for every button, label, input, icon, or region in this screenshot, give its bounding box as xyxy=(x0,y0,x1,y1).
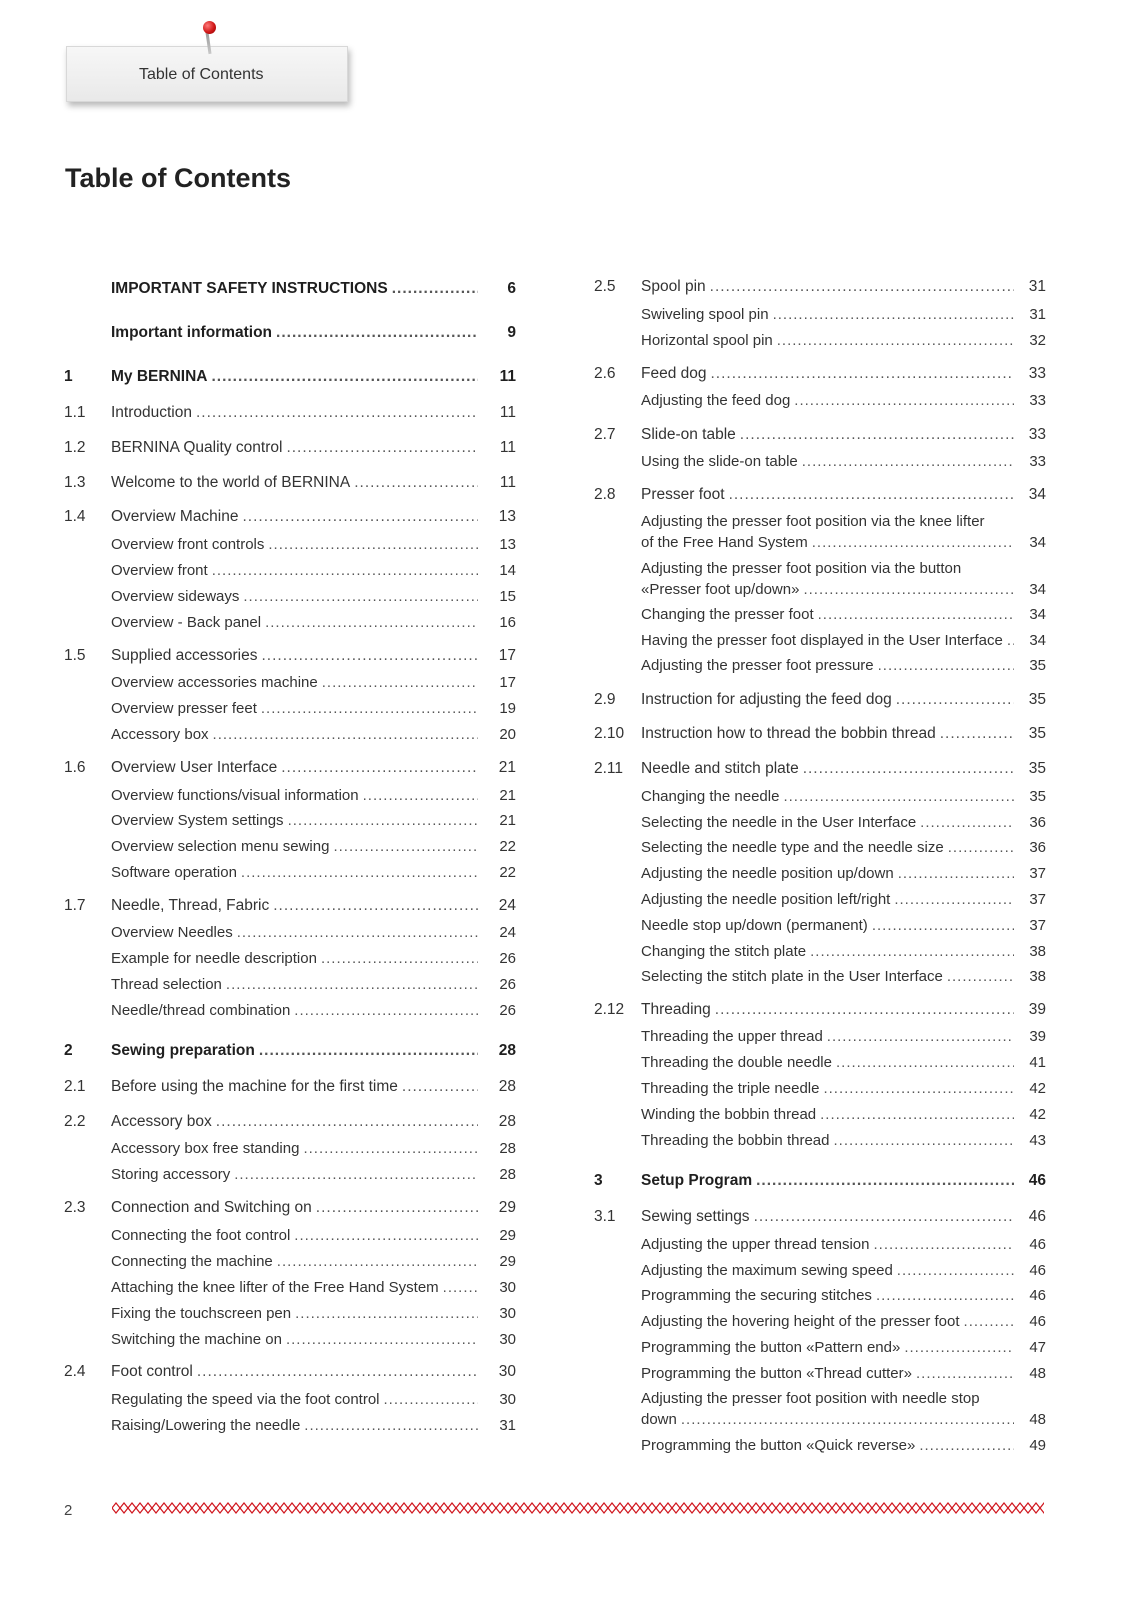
toc-entry[interactable] xyxy=(0,1106,1131,1128)
dot-leader xyxy=(904,1339,1014,1356)
dot-leader xyxy=(964,1313,1014,1330)
toc-entry-title: Adjusting the needle position left/right xyxy=(641,891,891,908)
toc-entry-page: 35 xyxy=(1028,760,1046,777)
toc-entry-title: Programming the securing stitches xyxy=(641,1287,872,1304)
toc-entry-page: 42 xyxy=(1029,1080,1046,1097)
toc-entry[interactable] xyxy=(0,486,1131,508)
toc-entry-page: 46 xyxy=(1028,1208,1046,1225)
toc-entry-title: Overview - Back panel xyxy=(111,614,262,631)
toc-entry-title: Example for needle description xyxy=(111,950,317,967)
dot-leader xyxy=(1007,632,1014,649)
toc-entry-page: 30 xyxy=(499,1331,516,1348)
toc-entry-title: Swiveling spool pin xyxy=(641,306,769,323)
toc-entry-number: 2.2 xyxy=(64,1113,86,1130)
toc-entry-title: BERNINA Quality control xyxy=(111,439,283,456)
toc-entry-page: 38 xyxy=(1029,968,1046,985)
dot-leader xyxy=(833,1132,1014,1149)
toc-entry-page: 19 xyxy=(499,700,516,717)
toc-entry-title: Overview accessories machine xyxy=(111,674,318,691)
toc-entry[interactable] xyxy=(0,1172,1131,1194)
toc-entry-title: Raising/Lowering the needle xyxy=(111,1417,301,1434)
dot-leader xyxy=(729,486,1014,504)
toc-entry-page: 33 xyxy=(1029,392,1046,409)
dot-leader xyxy=(803,581,1014,598)
toc-entry-title: Needle stop up/down (permanent) xyxy=(641,917,868,934)
toc-entry-page: 46 xyxy=(1029,1313,1046,1330)
toc-entry[interactable] xyxy=(0,560,1131,602)
header-tab xyxy=(66,46,348,102)
toc-entry[interactable] xyxy=(0,1313,1131,1335)
toc-entry-title: Overview front controls xyxy=(111,536,265,553)
dot-leader xyxy=(740,426,1014,444)
toc-entry-page: 47 xyxy=(1029,1339,1046,1356)
dot-leader xyxy=(777,332,1014,349)
toc-entry-page: 48 xyxy=(1029,1365,1046,1382)
toc-entry[interactable] xyxy=(0,632,1131,654)
toc-entry-page: 37 xyxy=(1029,891,1046,908)
toc-entry[interactable] xyxy=(0,839,1131,861)
toc-entry-title: Overview presser feet xyxy=(111,700,257,717)
toc-entry-number: 2.9 xyxy=(594,691,616,708)
toc-entry-title: Instruction how to thread the bobbin thread xyxy=(641,725,936,742)
toc-entry-title: Accessory box free standing xyxy=(111,1140,300,1157)
toc-entry-page: 46 xyxy=(1028,1172,1046,1189)
toc-entry-page: 30 xyxy=(499,1305,516,1322)
dot-leader xyxy=(823,1080,1014,1097)
toc-entry[interactable] xyxy=(0,691,1131,713)
toc-entry-number: 3.1 xyxy=(594,1208,616,1225)
toc-entry[interactable] xyxy=(0,760,1131,782)
toc-entry-title: Feed dog xyxy=(641,365,707,382)
toc-entry-title-line: Adjusting the presser foot position via the knee lifter xyxy=(641,513,985,530)
toc-entry[interactable] xyxy=(0,1390,1131,1432)
toc-entry[interactable] xyxy=(0,1054,1131,1076)
dot-leader xyxy=(876,1287,1014,1304)
toc-entry-number: 2 xyxy=(64,1042,73,1059)
toc-entry-title: Overview selection menu sewing xyxy=(111,838,330,855)
toc-entry-page: 6 xyxy=(507,280,516,297)
dot-leader xyxy=(818,606,1014,623)
toc-entry[interactable] xyxy=(0,1339,1131,1361)
toc-entry-page: 22 xyxy=(499,838,516,855)
toc-entry[interactable] xyxy=(0,1208,1131,1230)
toc-entry-title: Overview Needles xyxy=(111,924,233,941)
toc-entry-title: Adjusting the hovering height of the presser foot xyxy=(641,1313,960,1330)
dot-leader xyxy=(897,1262,1014,1279)
toc-entry-page: 34 xyxy=(1029,581,1046,598)
toc-entry-page: 26 xyxy=(499,976,516,993)
dot-leader xyxy=(874,1236,1015,1253)
toc-entry-title: Programming the button «Thread cutter» xyxy=(641,1365,912,1382)
toc-entry-title: Selecting the stitch plate in the User Interface xyxy=(641,968,943,985)
toc-entry-page: 32 xyxy=(1029,332,1046,349)
toc-entry-number: 1.2 xyxy=(64,439,86,456)
toc-entry-page: 17 xyxy=(498,647,516,664)
toc-entry[interactable] xyxy=(0,332,1131,354)
toc-entry[interactable] xyxy=(0,968,1131,990)
toc-entry-page: 35 xyxy=(1028,725,1046,742)
toc-entry[interactable] xyxy=(0,365,1131,387)
dot-leader xyxy=(948,839,1014,856)
toc-entry-page: 28 xyxy=(498,1042,516,1059)
toc-entry-title: Changing the needle xyxy=(641,788,780,805)
toc-entry-page: 24 xyxy=(498,897,516,914)
toc-entry-page: 33 xyxy=(1028,365,1046,382)
toc-entry-title: Adjusting the feed dog xyxy=(641,392,791,409)
toc-entry-page: 26 xyxy=(499,950,516,967)
dot-leader xyxy=(920,814,1014,831)
toc-entry-page: 29 xyxy=(499,1227,516,1244)
toc-entry-number: 1.1 xyxy=(64,404,86,421)
dot-leader xyxy=(773,306,1014,323)
dot-leader xyxy=(812,534,1014,551)
toc-entry-title: «Presser foot up/down» xyxy=(641,581,800,598)
toc-entry-number: 2.1 xyxy=(64,1078,86,1095)
toc-entry-title: Sewing preparation xyxy=(111,1042,255,1059)
toc-entry-number: 2.8 xyxy=(594,486,616,503)
toc-entry-title: Setup Program xyxy=(641,1172,753,1189)
toc-entry-title: Overview User Interface xyxy=(111,759,278,776)
toc-entry-title: IMPORTANT SAFETY INSTRUCTIONS xyxy=(111,280,388,297)
toc-entry-page: 24 xyxy=(499,924,516,941)
toc-entry[interactable] xyxy=(0,278,1131,300)
toc-entry-number: 1.5 xyxy=(64,647,86,664)
toc-entry-title: Accessory box xyxy=(111,1113,212,1130)
toc-entry[interactable] xyxy=(0,891,1131,913)
toc-entry-page: 26 xyxy=(499,1002,516,1019)
toc-entry-title: Supplied accessories xyxy=(111,647,258,664)
toc-entry-page: 29 xyxy=(498,1199,516,1216)
toc-entry-title: Spool pin xyxy=(641,278,706,295)
toc-entry-title: Threading xyxy=(641,1001,711,1018)
toc-entry-title: Overview front xyxy=(111,562,208,579)
toc-entry-title: Presser foot xyxy=(641,486,725,503)
toc-entry-title: Overview Machine xyxy=(111,508,239,525)
toc-entry-page: 35 xyxy=(1029,788,1046,805)
page-title: Table of Contents xyxy=(65,163,291,193)
toc-entry-page: 49 xyxy=(1029,1437,1046,1454)
toc-entry-title: Instruction for adjusting the feed dog xyxy=(641,691,892,708)
toc-entry[interactable] xyxy=(0,1437,1131,1459)
toc-entry-title: down xyxy=(641,1411,677,1428)
toc-entry-title: Welcome to the world of BERNINA xyxy=(111,474,351,491)
toc-entry[interactable] xyxy=(0,392,1131,414)
toc-entry-page: 36 xyxy=(1029,814,1046,831)
toc-entry-number: 2.11 xyxy=(594,760,624,777)
dot-leader xyxy=(919,1437,1014,1454)
dot-leader xyxy=(710,278,1014,296)
dot-leader xyxy=(756,1172,1014,1190)
toc-entry-title: Threading the double needle xyxy=(641,1054,832,1071)
toc-entry-title: Needle, Thread, Fabric xyxy=(111,897,270,914)
toc-entry-title: Needle and stitch plate xyxy=(641,760,799,777)
toc-entry-page: 46 xyxy=(1029,1262,1046,1279)
toc-entry-page: 31 xyxy=(1028,278,1046,295)
toc-entry[interactable] xyxy=(0,725,1131,747)
toc-entry-page: 11 xyxy=(499,474,516,491)
dot-leader xyxy=(878,657,1014,674)
toc-entry-page: 22 xyxy=(499,864,516,881)
dot-leader xyxy=(940,725,1014,743)
toc-entry-page: 38 xyxy=(1029,943,1046,960)
dot-leader xyxy=(896,691,1014,709)
toc-entry[interactable] xyxy=(0,865,1131,887)
toc-entry-page: 11 xyxy=(499,404,516,421)
dot-leader xyxy=(916,1365,1014,1382)
toc-entry-page: 29 xyxy=(499,1253,516,1270)
toc-entry-page: 43 xyxy=(1029,1132,1046,1149)
toc-entry-page: 35 xyxy=(1028,691,1046,708)
toc-entry[interactable] xyxy=(0,1236,1131,1258)
toc-entry-title: Connection and Switching on xyxy=(111,1199,312,1216)
toc-entry-page: 9 xyxy=(507,324,516,341)
toc-entry-title: Connecting the machine xyxy=(111,1253,273,1270)
toc-entry-title-line: Adjusting the presser foot position via the button xyxy=(641,560,962,577)
toc-entry-title: Storing accessory xyxy=(111,1166,231,1183)
dot-leader xyxy=(820,1106,1014,1123)
toc-entry-number: 2.6 xyxy=(594,365,616,382)
toc-entry-page: 39 xyxy=(1029,1028,1046,1045)
toc-entry[interactable] xyxy=(0,306,1131,328)
toc-entry-page: 37 xyxy=(1029,865,1046,882)
toc-entry-title: Before using the machine for the first time xyxy=(111,1078,398,1095)
toc-entry-page: 20 xyxy=(499,726,516,743)
toc-entry-title: Selecting the needle type and the needle size xyxy=(641,839,944,856)
toc-entry-number: 2.4 xyxy=(64,1363,86,1380)
toc-entry-title: Sewing settings xyxy=(641,1208,750,1225)
toc-entry-number: 3 xyxy=(594,1172,603,1189)
toc-entry-number: 1.6 xyxy=(64,759,86,776)
toc-entry-page: 34 xyxy=(1028,486,1046,503)
toc-entry-page: 14 xyxy=(499,562,516,579)
toc-entry-title: Adjusting the needle position up/down xyxy=(641,865,894,882)
toc-entry-title: Horizontal spool pin xyxy=(641,332,773,349)
toc-entry-page: 46 xyxy=(1029,1287,1046,1304)
pushpin-icon xyxy=(203,21,216,34)
toc-entry-title: Attaching the knee lifter of the Free Hand System xyxy=(111,1279,439,1296)
toc-entry-number: 2.5 xyxy=(594,278,616,295)
toc-entry-title-line: Adjusting the presser foot position with needle stop xyxy=(641,1390,980,1407)
toc-entry[interactable] xyxy=(0,1365,1131,1387)
toc-entry[interactable] xyxy=(0,788,1131,810)
toc-entry-title: Accessory box xyxy=(111,726,209,743)
toc-entry[interactable] xyxy=(0,943,1131,965)
toc-entry-page: 42 xyxy=(1029,1106,1046,1123)
toc-entry-page: 41 xyxy=(1029,1054,1046,1071)
toc-entry[interactable] xyxy=(0,657,1131,679)
toc-entry-title: Changing the stitch plate xyxy=(641,943,807,960)
toc-entry-page: 11 xyxy=(499,368,516,385)
toc-entry-page: 36 xyxy=(1029,839,1046,856)
dot-leader xyxy=(947,968,1014,985)
toc-entry-title: Overview sideways xyxy=(111,588,240,605)
toc-entry-title: Fixing the touchscreen pen xyxy=(111,1305,292,1322)
toc-entry-title: Winding the bobbin thread xyxy=(641,1106,817,1123)
toc-entry-page: 39 xyxy=(1028,1001,1046,1018)
toc-entry-number: 2.10 xyxy=(594,725,625,742)
dot-leader xyxy=(898,865,1014,882)
toc-entry-page: 30 xyxy=(498,1363,516,1380)
dot-leader xyxy=(783,788,1014,805)
dot-leader xyxy=(715,1001,1014,1019)
dot-leader xyxy=(827,1028,1014,1045)
dot-leader xyxy=(711,365,1015,383)
dot-leader xyxy=(794,392,1014,409)
toc-entry[interactable] xyxy=(0,1028,1131,1050)
toc-entry-title: Threading the bobbin thread xyxy=(641,1132,830,1149)
toc-entry-title: Selecting the needle in the User Interface xyxy=(641,814,917,831)
toc-entry-title: Threading the triple needle xyxy=(641,1080,820,1097)
toc-entry-title: Needle/thread combination xyxy=(111,1002,291,1019)
toc-entry-page: 15 xyxy=(499,588,516,605)
toc-entry-title: Programming the button «Pattern end» xyxy=(641,1339,901,1356)
toc-entry-page: 28 xyxy=(499,1166,516,1183)
toc-entry-page: 28 xyxy=(499,1140,516,1157)
toc-entry-page: 13 xyxy=(499,536,516,553)
toc-entry[interactable] xyxy=(0,1132,1131,1154)
toc-entry-page: 31 xyxy=(1029,306,1046,323)
toc-entry-title: Adjusting the upper thread tension xyxy=(641,1236,870,1253)
toc-entry-page: 33 xyxy=(1029,453,1046,470)
toc-entry-title: Thread selection xyxy=(111,976,222,993)
dot-leader xyxy=(681,1411,1014,1428)
toc-entry-title: Switching the machine on xyxy=(111,1331,282,1348)
dot-leader xyxy=(810,943,1014,960)
toc-entry-number: 2.12 xyxy=(594,1001,625,1018)
toc-entry[interactable] xyxy=(0,1001,1131,1023)
toc-entry[interactable] xyxy=(0,1262,1131,1284)
dot-leader xyxy=(802,453,1014,470)
header-tab-label: Table of Contents xyxy=(139,66,264,83)
toc-entry-page: 48 xyxy=(1029,1411,1046,1428)
toc-entry-title: Programming the button «Quick reverse» xyxy=(641,1437,916,1454)
toc-entry-page: 31 xyxy=(499,1417,516,1434)
toc-entry-page: 21 xyxy=(499,812,516,829)
toc-entry-page: 33 xyxy=(1028,426,1046,443)
toc-entry-page: 11 xyxy=(499,439,516,456)
toc-entry-page: 30 xyxy=(499,1391,516,1408)
toc-entry-title: Slide-on table xyxy=(641,426,736,443)
toc-entry-title: Threading the upper thread xyxy=(641,1028,823,1045)
toc-entry-page: 30 xyxy=(499,1279,516,1296)
toc-entry-title: of the Free Hand System xyxy=(641,534,808,551)
toc-entry[interactable] xyxy=(0,606,1131,628)
decorative-stitch-band xyxy=(112,1502,1044,1514)
toc-entry[interactable] xyxy=(0,453,1131,475)
toc-entry-number: 1.7 xyxy=(64,897,86,914)
toc-entry-page: 35 xyxy=(1029,657,1046,674)
toc-entry-title: Software operation xyxy=(111,864,237,881)
toc-entry[interactable] xyxy=(0,1080,1131,1102)
toc-entry-title: My BERNINA xyxy=(111,368,208,385)
toc-entry-page: 46 xyxy=(1029,1236,1046,1253)
dot-leader xyxy=(894,891,1014,908)
toc-entry-number: 2.7 xyxy=(594,426,616,443)
toc-entry-title: Introduction xyxy=(111,404,192,421)
dot-leader xyxy=(836,1054,1014,1071)
toc-entry[interactable] xyxy=(0,513,1131,555)
toc-entry-page: 28 xyxy=(498,1078,516,1095)
toc-entry-title: Using the slide-on table xyxy=(641,453,798,470)
toc-entry-page: 34 xyxy=(1029,606,1046,623)
toc-entry-title: Overview System settings xyxy=(111,812,284,829)
toc-entry-number: 1.3 xyxy=(64,474,86,491)
toc-entry-title: Adjusting the maximum sewing speed xyxy=(641,1262,893,1279)
toc-entry-page: 34 xyxy=(1029,534,1046,551)
toc-entry-number: 1.4 xyxy=(64,508,86,525)
toc-entry-title: Adjusting the presser foot pressure xyxy=(641,657,874,674)
toc-entry-title: Important information xyxy=(111,324,273,341)
toc-entry-title: Having the presser foot displayed in the User Interface xyxy=(641,632,1003,649)
toc-entry-title: Foot control xyxy=(111,1363,193,1380)
toc-entry-page: 37 xyxy=(1029,917,1046,934)
toc-entry[interactable] xyxy=(0,814,1131,836)
toc-entry-number: 2.3 xyxy=(64,1199,86,1216)
toc-entry[interactable] xyxy=(0,1287,1131,1309)
dot-leader xyxy=(803,760,1014,778)
toc-entry-page: 28 xyxy=(498,1113,516,1130)
page-number: 2 xyxy=(64,1502,73,1519)
toc-entry-title: Connecting the foot control xyxy=(111,1227,291,1244)
toc-entry-page: 34 xyxy=(1029,632,1046,649)
dot-leader xyxy=(754,1208,1014,1226)
toc-entry-page: 21 xyxy=(499,787,516,804)
toc-entry[interactable] xyxy=(0,426,1131,448)
toc-entry-page: 13 xyxy=(498,508,516,525)
dot-leader xyxy=(872,917,1014,934)
toc-entry-number: 1 xyxy=(64,368,73,385)
toc-entry-title: Overview functions/visual information xyxy=(111,787,359,804)
toc-entry-title: Regulating the speed via the foot control xyxy=(111,1391,380,1408)
toc-entry-title: Changing the presser foot xyxy=(641,606,814,623)
toc-entry[interactable] xyxy=(0,917,1131,939)
toc-entry-page: 17 xyxy=(499,674,516,691)
toc-entry-page: 16 xyxy=(499,614,516,631)
toc-entry-page: 21 xyxy=(498,759,516,776)
